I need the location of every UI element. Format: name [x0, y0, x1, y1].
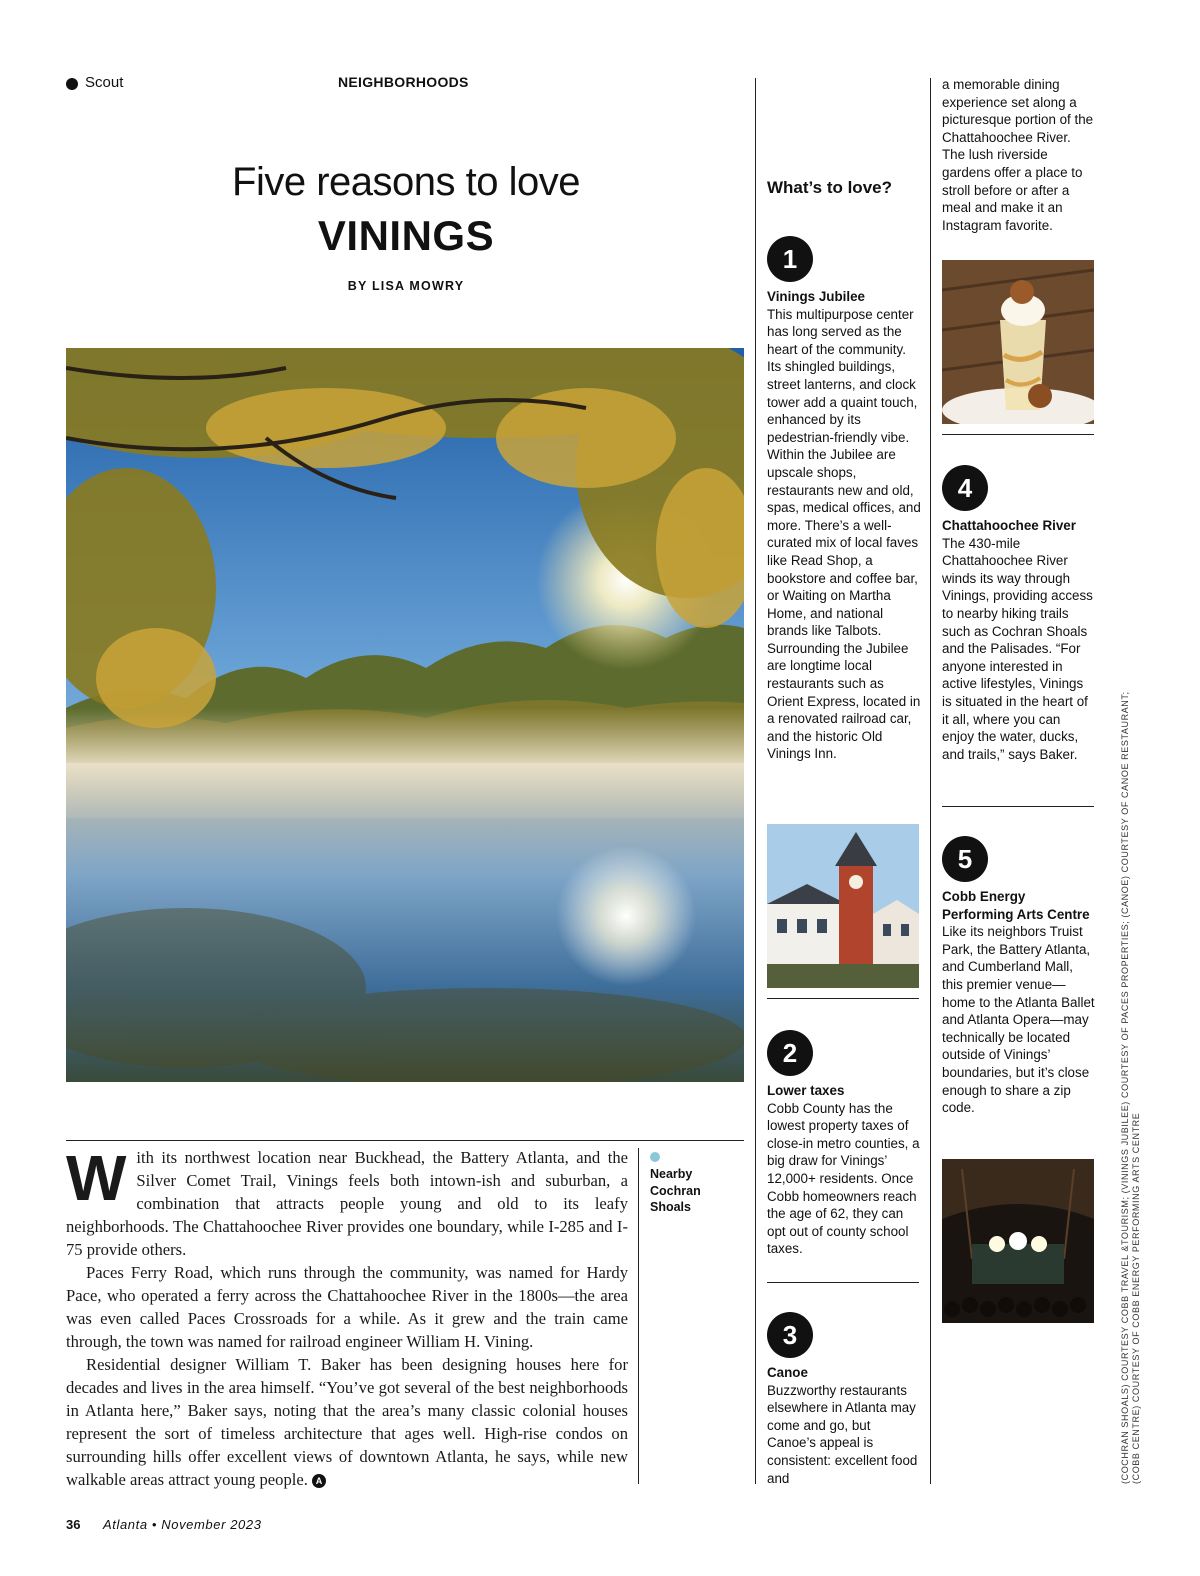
- body-top-rule: [66, 1140, 744, 1141]
- item-2-divider: [767, 1282, 919, 1283]
- item-4-text: The 430-mile Chattahoochee River winds its way through Vinings, providing access to nearby hiking trails such as Cochran Shoals and the Palisades. “For anyone interested in active lifestyles, Vinings is situated in the heart of it all, where you can enjoy the water, ducks, and trails,” says Baker.: [942, 535, 1093, 762]
- map-callout-line3: Shoals: [650, 1200, 691, 1214]
- paragraph-3: [66, 1353, 628, 1491]
- paragraph-1: [66, 1142, 628, 1261]
- item-4: [942, 517, 1096, 763]
- canoe-dessert-photo: [942, 260, 1094, 424]
- item-5-title: Cobb Energy Performing Arts Centre: [942, 889, 1090, 922]
- item-4-title: Chattahoochee River: [942, 518, 1076, 533]
- vinings-jubilee-photo: [767, 824, 919, 988]
- department-label: NEIGHBORHOODS: [338, 74, 469, 90]
- map-callout-rule: [638, 1148, 639, 1484]
- article-title-line2: VININGS: [317, 212, 495, 259]
- byline: BY LISA MOWRY: [347, 279, 465, 293]
- magazine-issue: Atlanta • November 2023: [103, 1517, 262, 1532]
- item-3: [767, 1364, 921, 1487]
- item-5: [942, 888, 1096, 1117]
- number-badge-5: 5: [942, 836, 988, 882]
- item-2: [767, 1082, 921, 1258]
- photo-credits: [1120, 691, 1142, 1484]
- section-name: Scout: [85, 74, 124, 91]
- item-3-continued: [942, 76, 1096, 234]
- number-badge-3: 3: [767, 1312, 813, 1358]
- paragraph-3-text: Residential designer William T. Baker has been designing houses here for decades and lives in the area himself. “You’ve got several of the best neighborhoods in Atlanta here,” Baker says, noting that the area’s many classic colonial houses represent the sort of timeless architecture that ages well. High-rise condos on surrounding hills offer excellent views of downtown Atlanta, he says, while new walkable areas attract young people.: [66, 1355, 628, 1489]
- column-rule-right: [930, 78, 931, 1484]
- item-1-divider: [767, 998, 919, 999]
- item-3-text-start: Buzzworthy restaurants elsewhere in Atlanta may come and go, but Canoe’s appeal is consistent: excellent food and: [767, 1382, 918, 1486]
- map-location-dot-icon: [650, 1152, 660, 1162]
- page-number: 36: [66, 1517, 81, 1532]
- item-4-divider: [942, 806, 1094, 807]
- item-5-text: Like its neighbors Truist Park, the Battery Atlanta, and Cumberland Mall, this premier venue—home to the Atlanta Ballet and Atlanta Opera—may technically be located outside of Vinings’ boundaries, but it’s close enough to share a zip code.: [942, 924, 1095, 1116]
- item-3-text-end: a memorable dining experience set along a picturesque portion of the Chattahoochee River. The lush riverside gardens offer a place to stroll before or after a meal and make it an Instagram favorite.: [942, 77, 1094, 233]
- item-2-title: Lower taxes: [767, 1083, 845, 1098]
- dropcap: W: [66, 1142, 127, 1214]
- item-3-title: Canoe: [767, 1365, 808, 1380]
- section-bullet: [66, 78, 78, 90]
- hero-photo-cochran-shoals: [66, 348, 744, 1082]
- paragraph-1-text: ith its northwest location near Buckhead, the Battery Atlanta, and the Silver Comet Trail, Vinings feels both intown-ish and suburban, a combination that attracts people young and old to its leafy neighborhoods. The Chattahoochee River provides one boundary, while I-285 and I-75 provide others.: [66, 1148, 628, 1259]
- article-title-line1: Five reasons to love: [232, 160, 580, 204]
- article-body: [66, 1142, 628, 1491]
- number-badge-4: 4: [942, 465, 988, 511]
- column-rule-left: [755, 78, 756, 1484]
- map-callout-label: [650, 1166, 730, 1216]
- end-mark-icon: A: [312, 1474, 326, 1488]
- item-3-divider: [942, 434, 1094, 435]
- sidebar-heading: What’s to love?: [767, 178, 892, 197]
- item-1-text: This multipurpose center has long served as the heart of the community. Its shingled buildings, street lanterns, and clock tower add a quaint touch, enhanced by its pedestrian-friendly vibe. Within the Jubilee are upscale shops, restaurants new and old, spas, medical offices, and more. There’s a well-curated mix of local faves like Read Shop, a bookstore and coffee bar, or Waiting on Martha Home, and national brands like Talbots. Surrounding the Jubilee are longtime local restaurants such as Orient Express, located in a renovated railroad car, and the historic Old Vinings Inn.: [767, 306, 921, 762]
- item-1-title: Vinings Jubilee: [767, 289, 865, 304]
- map-callout-line1: Nearby: [650, 1167, 693, 1181]
- cobb-energy-centre-photo: [942, 1159, 1094, 1323]
- map-callout-line2: Cochran: [650, 1183, 701, 1198]
- number-badge-2: 2: [767, 1030, 813, 1076]
- paragraph-2: Paces Ferry Road, which runs through the community, was named for Hardy Pace, who operated a ferry across the Chattahoochee River in the 1800s—the area was even called Paces Crossroads for a while. As it grew and the train came through, the town was named for railroad engineer William H. Vining.: [66, 1263, 628, 1351]
- photo-credits-line1: (COCHRAN SHOALS) COURTESY COBB TRAVEL &TOURISM; (VININGS JUBILEE) COURTESY OF PACES PROPERTIES; (CANOE) COURTESY OF CANOE RESTAURANT;: [1120, 691, 1130, 1484]
- photo-credits-line2: (COBB CENTRE) COURTESY OF COBB ENERGY PERFORMING ARTS CENTRE: [1131, 1112, 1141, 1484]
- number-badge-1: 1: [767, 236, 813, 282]
- item-1: [767, 288, 921, 763]
- item-2-text: Cobb County has the lowest property taxes of close-in metro counties, a big draw for Vinings’ 12,000+ residents. Once Cobb homeowners reach the age of 62, they can opt out of county school taxes.: [767, 1100, 920, 1257]
